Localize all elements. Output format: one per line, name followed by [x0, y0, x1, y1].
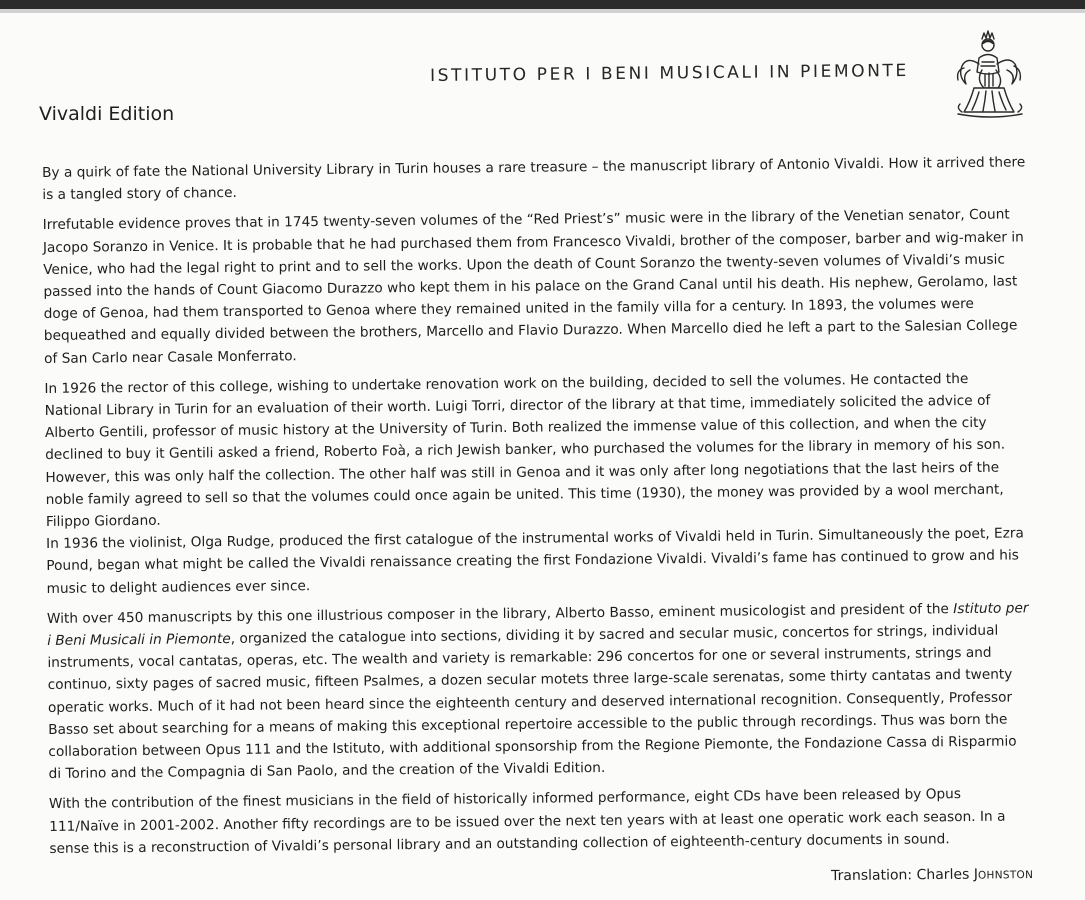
muse-with-harp-emblem-icon [952, 28, 1028, 120]
top-border [0, 0, 1085, 9]
page-title: Vivaldi Edition [39, 103, 175, 125]
credit-surname-smallcaps: OHNSTON [977, 868, 1034, 882]
article-body [42, 151, 1035, 868]
paragraph: In 1936 the violinist, Olga Rudge, produced the first catalogue of the instrumental works of Vivaldi held in Turin. Simultaneously the poet, Ezra Pound, began what might be called the Vivaldi renaissance creating the first Fondazione Vivaldi. Vivaldi’s fame has continued to grow and his music to delight audiences ever since. [46, 525, 1024, 597]
credit-label: Translation: Charles [830, 866, 974, 885]
institute-italic: Istituto per i Beni Musicali in Piemonte [47, 600, 1029, 650]
paragraph: In 1926 the rector of this college, wishing to undertake renovation work on the building, decided to sell the volumes. He contacted the National Library in Turin for an evaluation of their worth. Luigi Torri, director of the library at that time, immediately solicited the advice of Alberto Gentili, professor of music history at the University of Turin. Both realized the immense value of this collection, and when the city declined to buy it Gentili asked a friend, Roberto Foà, a rich Jewish banker, who purchased the volumes for the library in memory of his son. However, this was only half the collection. The other half was still in Genoa and it was only after long negotiations that the last heirs of the noble family agreed to sell so that the volumes could once again be united. This time (1930), the money was provided by a wool merchant, Filippo Giordano. [44, 370, 1006, 531]
top-border-shadow [0, 9, 1085, 13]
paragraph: Irrefutable evidence proves that in 1745 twenty-seven volumes of the “Red Priest’s” music were in the library of the Venetian senator, Count Jacopo Soranzo in Venice. It is probable that he had purchased them from Francesco Vivaldi, brother of the composer, barber and wig-maker in Venice, who had the legal right to print and to sell the works. Upon the death of Count Soranzo the twenty-seven volumes of Vivaldi’s music passed into the hands of Count Giacomo Durazzo who kept them in his palace on the Grand Canal until his death. His nephew, Gerolamo, last doge of Genoa, had them transported to Genoa where they remained united in the family villa for a century. In 1893, the volumes were bequeathed and equally divided between the brothers, Marcello and Flavio Durazzo. When Marcello died he left a part to the Salesian College of San Carlo near Casale Monferrato. [42, 206, 1024, 367]
paragraph [47, 597, 1034, 785]
translation-credit [831, 866, 1033, 884]
paragraph-text: , organized the catalogue into sections, dividing it by sacred and secular music, concertos for strings, individual instruments, vocal cantatas, operas, etc. The wealth and variety is remarkable: 296 concertos for one or several instruments, strings and continuo, sixty pages of sacred music, fifteen Psalmes, a dozen secular motets three large-scale serenatas, some thirty cantatas and twenty operatic works. Much of it had not been heard since the eighteenth century and deserved international recognition. Consequently, Professor Basso set about searching for a means of making this exceptional repertoire accessible to the public through recordings. Thus was born the collaboration between Opus 111 and the Istituto, with additional sponsorship from the Regione Piemonte, the Fondazione Cassa di Risparmio di Torino and the Compagnia di San Paolo, and the creation of the Vivaldi Edition. [47, 622, 1017, 783]
credit-initial: J [973, 866, 978, 883]
institute-name: ISTITUTO PER I BENI MUSICALI IN PIEMONTE [430, 60, 909, 86]
paragraph: By a quirk of fate the National University Library in Turin houses a rare treasure – the manuscript library of Antonio Vivaldi. How it arrived there is a tangled story of chance. [42, 154, 1026, 204]
paragraph-text: With over 450 manuscripts by this one illustrious composer in the library, Alberto Basso, eminent musicologist and president of the [46, 601, 954, 627]
paragraph: With the contribution of the finest musicians in the field of historically informed performance, eight CDs have been released by Opus 111/Naïve in 2001-2002. Another fifty recordings are to be issued over the next ten years with at least one operatic work each season. In a sense this is a reconstruction of Vivaldi’s personal library and an outstanding collection of eighteenth-century documents in sound. [48, 786, 1006, 857]
